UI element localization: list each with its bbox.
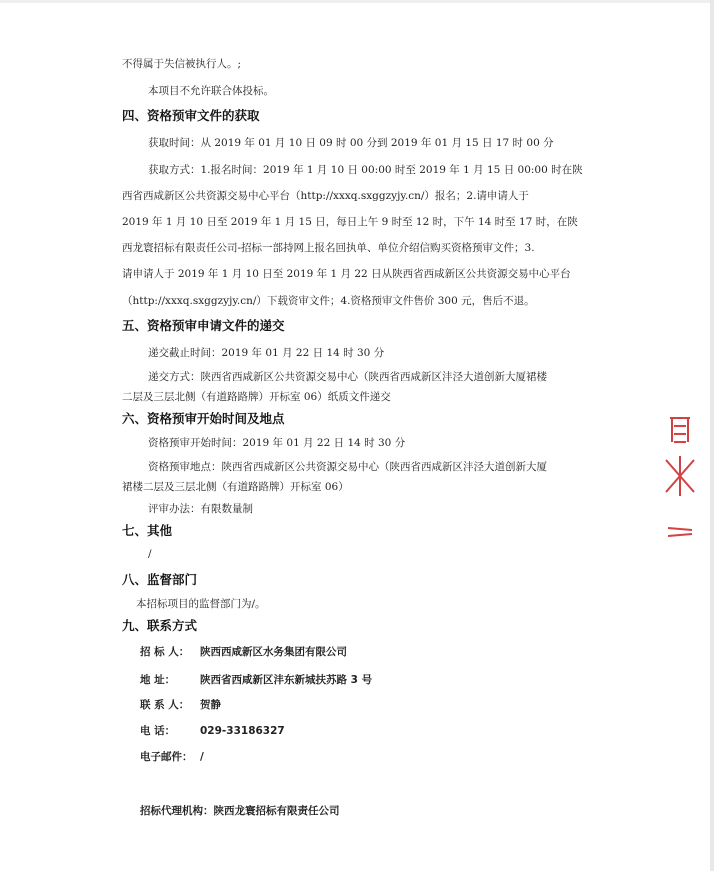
- agency: [140, 804, 340, 818]
- s4-method-line-3: 2019 年 1 月 10 日至 2019 年 1 月 15 日，每日上午 9 时至 12 时，下午 14 时至 17 时，在陕: [122, 216, 578, 228]
- contact-person-label: 联 系 人：: [140, 699, 190, 711]
- s7-content: /: [148, 548, 152, 560]
- section-7-title: 七、其他: [122, 523, 173, 538]
- contact-address: [140, 673, 372, 687]
- scan-top-edge: [0, 0, 714, 3]
- s5-deadline: 递交截止时间：2019 年 01 月 22 日 14 时 30 分: [148, 347, 385, 359]
- contact-email-label: 电子邮件：: [140, 751, 193, 763]
- section-6-title: 六、资格预审开始时间及地点: [122, 411, 285, 426]
- s5-method-line-2: 二层及三层北侧（有道路路牌）开标室 06）纸质文件递交: [122, 391, 391, 403]
- s4-method-line-5: 请申请人于 2019 年 1 月 10 日至 2019 年 1 月 22 日从陕西省西咸新区公共资源交易中心平台: [122, 268, 571, 280]
- s4-method-line-4: 西龙寰招标有限责任公司-招标一部持网上报名回执单、单位介绍信购买资格预审文件；3.: [122, 242, 535, 254]
- s5-method-line-1: 递交方式：陕西省西咸新区公共资源交易中心（陕西省西咸新区沣泾大道创新大厦裙楼: [148, 371, 547, 383]
- s8-content: 本招标项目的监督部门为/。: [136, 598, 266, 610]
- agency-value: 陕西龙寰招标有限责任公司: [213, 805, 340, 817]
- contact-tenderer-label: 招 标 人：: [140, 646, 190, 658]
- contact-email: [140, 750, 204, 764]
- contact-tenderer: [140, 645, 347, 659]
- s6-start: 资格预审开始时间：2019 年 01 月 22 日 14 时 30 分: [148, 437, 406, 449]
- section-9-title: 九、联系方式: [122, 618, 198, 633]
- contact-address-value: 陕西省西咸新区沣东新城扶苏路 3 号: [200, 674, 373, 686]
- s4-method-line-2: 西省西咸新区公共资源交易中心平台（http://xxxq.sxggzyjy.cn/）报名；2.请申请人于: [122, 190, 529, 202]
- section-5-title: 五、资格预审申请文件的递交: [122, 318, 285, 333]
- intro-line-1: 不得属于失信被执行人。;: [122, 58, 242, 70]
- contact-phone: [140, 724, 285, 738]
- s6-review: 评审办法：有限数量制: [148, 503, 253, 515]
- contact-phone-label: 电 话：: [140, 725, 176, 737]
- s6-place-line-1: 资格预审地点：陕西省西咸新区公共资源交易中心（陕西省西咸新区沣泾大道创新大厦: [148, 461, 547, 473]
- s4-method-line-6: （http://xxxq.sxggzyjy.cn/）下载资审文件；4.资格预审文件售价 300 元，售后不退。: [122, 295, 535, 307]
- s4-time: 获取时间：从 2019 年 01 月 10 日 09 时 00 分到 2019 年 01 月 15 日 17 时 00 分: [148, 137, 554, 149]
- contact-person-value: 贺静: [200, 699, 221, 711]
- s4-method-line-1: 获取方式：1.报名时间：2019 年 1 月 10 日 00:00 时至 2019 年 1 月 15 日 00:00 时在陕: [148, 164, 583, 176]
- s6-place-line-2: 裙楼二层及三层北侧（有道路路牌）开标室 06）: [122, 481, 349, 493]
- contact-address-label: 地 址：: [140, 674, 176, 686]
- section-8-title: 八、监督部门: [122, 572, 198, 587]
- contact-person: [140, 698, 221, 712]
- intro-line-2: 本项目不允许联合体投标。: [148, 85, 274, 97]
- scan-right-edge: [710, 0, 714, 871]
- agency-label: 招标代理机构：: [140, 805, 214, 817]
- contact-phone-value: 029-33186327: [200, 725, 285, 737]
- contact-email-value: /: [200, 751, 204, 763]
- seal-stamp-icon: [660, 410, 700, 550]
- section-4-title: 四、资格预审文件的获取: [122, 108, 260, 123]
- contact-tenderer-value: 陕西西咸新区水务集团有限公司: [200, 646, 347, 658]
